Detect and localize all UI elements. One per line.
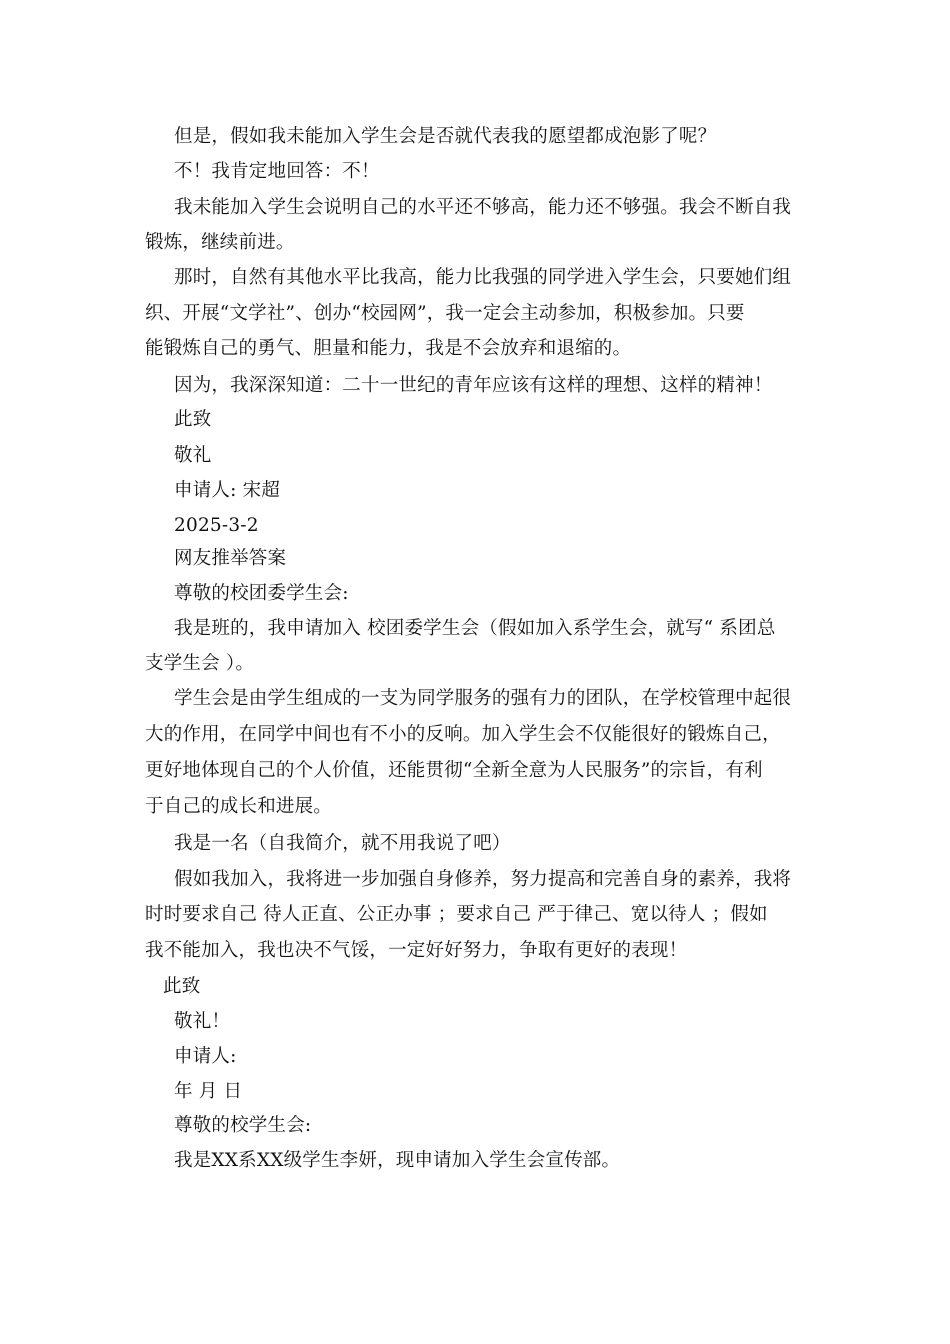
paragraph-line: 支学生会 ）。 bbox=[145, 653, 255, 674]
closing-line: 敬礼 bbox=[174, 445, 212, 466]
paragraph-line: 我未能加入学生会说明自己的水平还不够高，能力还不够强。我会不断自我 bbox=[174, 197, 792, 218]
closing-line: 此致 bbox=[163, 976, 201, 997]
paragraph-line: 织、开展“文学社”、创办“校园网”，我一定会主动参加，积极参加。只要 bbox=[145, 303, 745, 324]
closing-line: 敬礼！ bbox=[174, 1011, 231, 1032]
paragraph-line: 假如我加入，我将进一步加强自身修养，努力提高和完善自身的素养，我将 bbox=[174, 869, 792, 890]
salutation-line: 尊敬的校学生会: bbox=[174, 1115, 312, 1136]
paragraph-line: 因为，我深深知道：二十一世纪的青年应该有这样的理想、这样的精神！ bbox=[174, 375, 773, 396]
salutation-line: 尊敬的校团委学生会: bbox=[174, 583, 349, 604]
paragraph-line: 大的作用，在同学中间也有不小的反响。加入学生会不仅能很好的锻炼自己， bbox=[145, 724, 781, 745]
paragraph-line: 不！我肯定地回答：不！ bbox=[174, 161, 380, 182]
paragraph-line: 能锻炼自己的勇气、胆量和能力，我是不会放弃和退缩的。 bbox=[145, 338, 632, 359]
date-line: 年 月 日 bbox=[174, 1081, 243, 1102]
paragraph-line: 我不能加入，我也决不气馁，一定好好努力，争取有更好的表现！ bbox=[145, 940, 688, 961]
paragraph-line: 但是，假如我未能加入学生会是否就代表我的愿望都成泡影了呢？ bbox=[174, 126, 717, 147]
applicant-line: 申请人: bbox=[174, 1046, 237, 1067]
paragraph-line: 时时要求自己 待人正直、公正办事 ；要求自己 严于律己、宽以待人 ；假如 bbox=[145, 904, 768, 925]
paragraph-line: 那时，自然有其他水平比我高，能力比我强的同学进入学生会，只要她们组 bbox=[174, 267, 792, 288]
section-heading: 网友推举答案 bbox=[174, 548, 287, 569]
paragraph-line: 锻炼，继续前进。 bbox=[145, 232, 295, 253]
paragraph-line: 于自己的成长和进展。 bbox=[145, 796, 333, 817]
date-line: 2025-3-2 bbox=[174, 515, 259, 536]
applicant-line: 申请人: 宋超 bbox=[174, 480, 281, 501]
paragraph-line: 更好地体现自己的个人价值，还能贯彻“全新全意为人民服务”的宗旨，有利 bbox=[145, 760, 763, 781]
closing-line: 此致 bbox=[174, 409, 212, 430]
paragraph-line: 我是班的，我申请加入 校团委学生会（假如加入系学生会，就写“ 系团总 bbox=[174, 618, 776, 639]
paragraph-line: 学生会是由学生组成的一支为同学服务的强有力的团队，在学校管理中起很 bbox=[174, 688, 792, 709]
paragraph-line: 我是XX系XX级学生李妍，现申请加入学生会宣传部。 bbox=[174, 1150, 621, 1171]
paragraph-line: 我是一名（自我简介，就不用我说了吧） bbox=[174, 833, 511, 854]
